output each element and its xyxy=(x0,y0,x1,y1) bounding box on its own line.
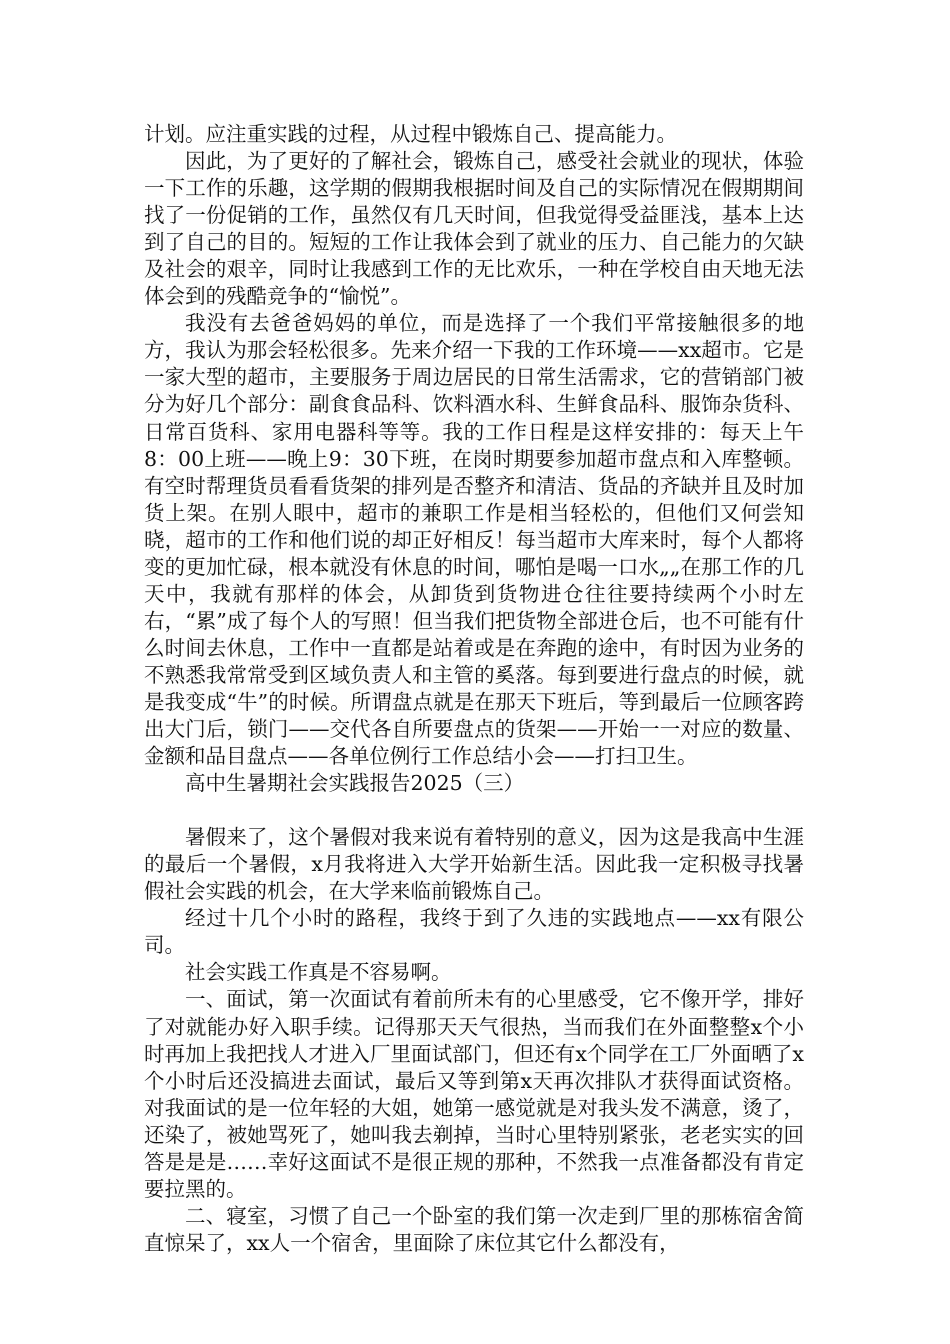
paragraph-summer-intro: 暑假来了，这个暑假对我来说有着特别的意义，因为这是我高中生涯的最后一个暑假，x月我将进入大学开始新生活。因此我一定积极寻找暑假社会实践的机会，在大学来临前锻炼自己。 xyxy=(144,825,804,904)
paragraph-interview: 一、面试，第一次面试有着前所未有的心里感受，它不像开学，排好了对就能办好入职手续。记得那天天气很热，当而我们在外面整整x个小时再加上我把找人才进入厂里面试部门，但还有x个同学在工厂外面晒了x个小时后还没搞进去面试，最后又等到第x天再次排队才获得面试资格。对我面试的是一位年轻的大姐，她第一感觉就是对我头发不满意，烫了，还染了，被她骂死了，她叫我去剃掉，当时心里特别紧张，老老实实的回答是是是……幸好这面试不是很正规的那种，不然我一点准备都没有肯定要拉黑的。 xyxy=(144,987,804,1201)
paragraph-purpose: 因此，为了更好的了解社会，锻炼自己，感受社会就业的现状，体验一下工作的乐趣，这学期的假期我根据时间及自己的实际情况在假期期间找了一份促销的工作，虽然仅有几天时间，但我觉得受益匪浅，基本上达到了自己的目的。短短的工作让我体会到了就业的压力、自己能力的欠缺及社会的艰辛，同时让我感到工作的无比欢乐，一种在学校自由天地无法体会到的残酷竞争的“愉悦”。 xyxy=(144,149,804,309)
section-title: 高中生暑期社会实践报告2025（三） xyxy=(185,771,525,796)
paragraph-supermarket: 我没有去爸爸妈妈的单位，而是选择了一个我们平常接触很多的地方，我认为那会轻松很多。先来介绍一下我的工作环境——xx超市。它是一家大型的超市，主要服务于周边居民的日常生活需求，它的营销部门被分为好几个部分：副食食品科、饮料酒水科、生鲜食品科、服饰杂货科、日常百货科、家用电器科等等。我的工作日程是这样安排的：每天上午8：00上班——晚上9：30下班，在岗时期要参加超市盘点和入库整顿。有空时帮理货员看看货架的排列是否整齐和清洁、货品的齐缺并且及时加货上架。在别人眼中，超市的兼职工作是相当轻松的，但他们又何尝知晓，超市的工作和他们说的却正好相反！每当超市大库来时，每个人都将变的更加忙碌，根本就没有休息的时间，哪怕是喝一口水„„在那工作的几天中，我就有那样的体会，从卸货到货物进仓往往要持续两个小时左右，“累”成了每个人的写照！但当我们把货物全部进仓后，也不可能有什么时间去休息，工作中一直都是站着或是在奔跑的途中，有时因为业务的不熟悉我常常受到区域负责人和主管的奚落。每到要进行盘点的时候，就是我变成“牛”的时候。所谓盘点就是在那天下班后，等到最后一位顾客跨出大门后，锁门——交代各自所要盘点的货架——开始一一对应的数量、金额和品目盘点——各单位例行工作总结小会——打扫卫生。 xyxy=(144,311,804,769)
blank-line xyxy=(144,797,804,824)
paragraph-continuation: 计划。应注重实践的过程，从过程中锻炼自己、提高能力。 xyxy=(144,122,677,146)
paragraph-arrival: 经过十几个小时的路程，我终于到了久违的实践地点——xx有限公司。 xyxy=(144,906,804,958)
paragraph-not-easy: 社会实践工作真是不容易啊。 xyxy=(185,960,452,985)
document-page xyxy=(144,121,804,1257)
paragraph-dormitory: 二、寝室，习惯了自己一个卧室的我们第一次走到厂里的那栋宿舍简直惊呆了，xx人一个宿舍，里面除了床位其它什么都没有， xyxy=(144,1203,804,1255)
